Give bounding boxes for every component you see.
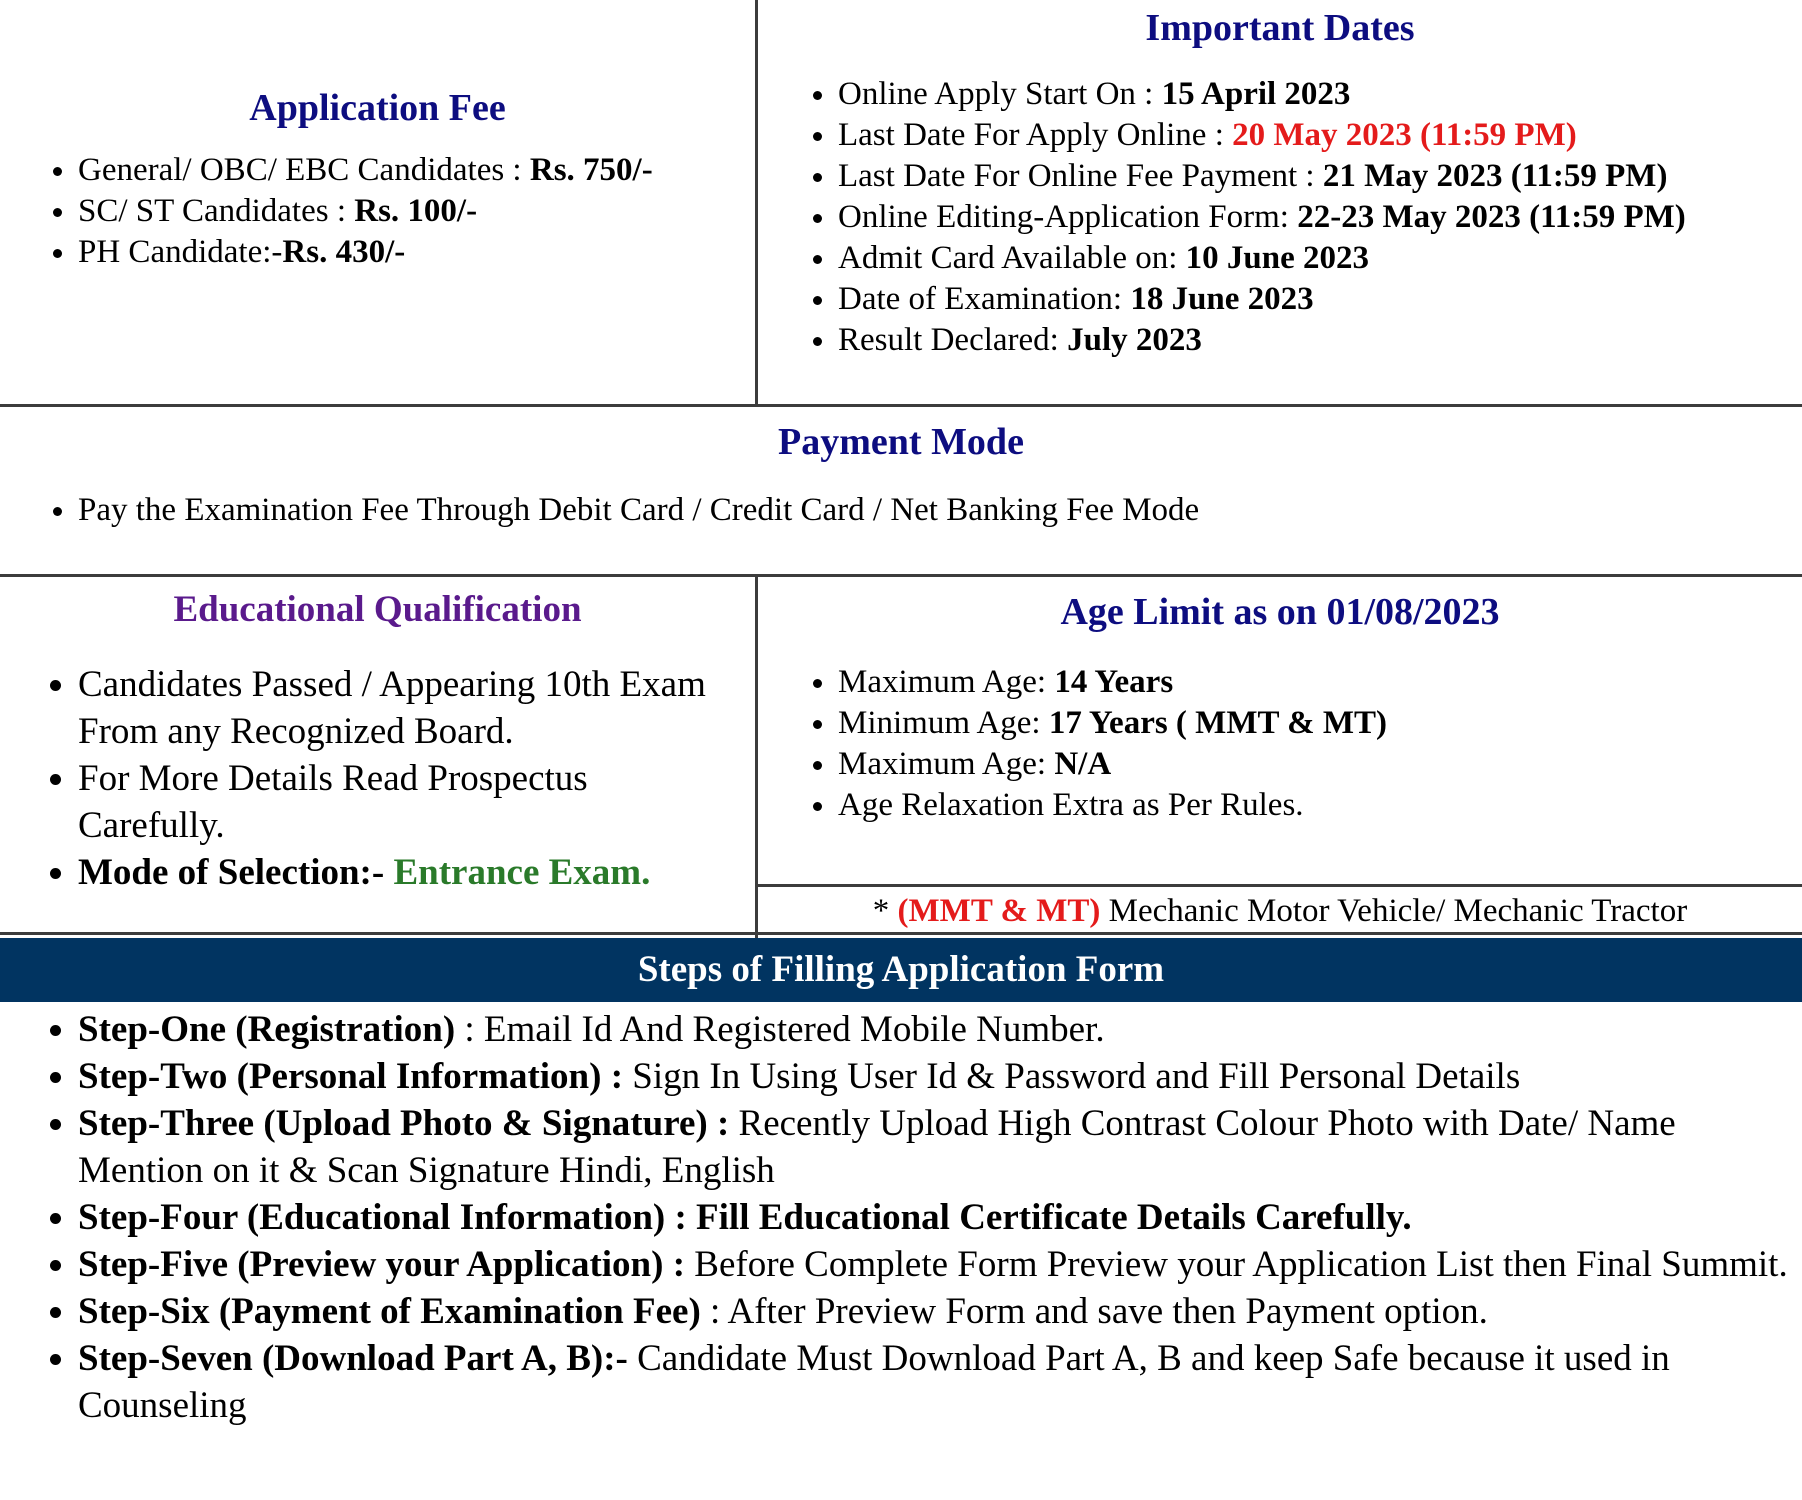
payment-list [0, 490, 1802, 531]
dates-title: Important Dates [1145, 7, 1415, 49]
list-item: • For More Details Read Prospectus Carefully. [78, 755, 725, 849]
education-title: Educational Qualification [173, 589, 582, 630]
list-item: • Date of Examination: 18 June 2023 [838, 279, 1802, 320]
list-item: • Step-One (Registration) : Email Id And Registered Mobile Number. [78, 1006, 1792, 1053]
list-item: • Candidates Passed / Appearing 10th Exam From any Recognized Board. [78, 661, 725, 755]
age-title: Age Limit as on 01/08/2023 [1060, 591, 1500, 633]
list-item: • Admit Card Available on: 10 June 2023 [838, 238, 1802, 279]
list-item: • Last Date For Apply Online : 20 May 2023 (11:59 PM) [838, 115, 1802, 156]
list-item: • Step-Two (Personal Information) : Sign In Using User Id & Password and Fill Personal Details [78, 1053, 1792, 1100]
divider-horizontal-2 [0, 574, 1802, 577]
list-item: • Step-Five (Preview your Application) : Before Complete Form Preview your Application List then Final Summit. [78, 1241, 1792, 1288]
fee-list [0, 150, 755, 273]
dates-list [758, 74, 1802, 361]
list-item: • Step-Six (Payment of Examination Fee) : After Preview Form and save then Payment option. [78, 1288, 1792, 1335]
list-item: • Maximum Age: N/A [838, 744, 1802, 785]
fee-section [0, 86, 755, 273]
age-section [758, 590, 1802, 826]
list-item: • Step-Seven (Download Part A, B):- Candidate Must Download Part A, B and keep Safe because it used in Counseling [78, 1335, 1792, 1429]
payment-title: Payment Mode [778, 421, 1024, 463]
steps-banner: Steps of Filling Application Form [0, 938, 1802, 1002]
list-item: • Step-Four (Educational Information) : Fill Educational Certificate Details Carefully. [78, 1194, 1792, 1241]
list-item: • Minimum Age: 17 Years ( MMT & MT) [838, 703, 1802, 744]
list-item: • PH Candidate:-Rs. 430/- [78, 232, 755, 273]
list-item: • Age Relaxation Extra as Per Rules. [838, 785, 1802, 826]
list-item: • Mode of Selection:- Entrance Exam. [78, 849, 725, 896]
age-note: * (MMT & MT) Mechanic Motor Vehicle/ Mechanic Tractor [872, 893, 1688, 929]
list-item: • Online Apply Start On : 15 April 2023 [838, 74, 1802, 115]
fee-title: Application Fee [249, 87, 506, 129]
list-item: • Maximum Age: 14 Years [838, 662, 1802, 703]
list-item: • Pay the Examination Fee Through Debit Card / Credit Card / Net Banking Fee Mode [78, 490, 1802, 531]
payment-section [0, 420, 1802, 531]
list-item: • Step-Three (Upload Photo & Signature) : Recently Upload High Contrast Colour Photo with Date/ Name Mention on it & Scan Signature Hindi, English [78, 1100, 1792, 1194]
education-section [0, 588, 755, 896]
age-list [758, 662, 1802, 826]
steps-section [0, 1006, 1802, 1429]
divider-age-note [758, 884, 1802, 887]
list-item: • SC/ ST Candidates : Rs. 100/- [78, 191, 755, 232]
list-item: • General/ OBC/ EBC Candidates : Rs. 750/- [78, 150, 755, 191]
list-item: • Result Declared: July 2023 [838, 320, 1802, 361]
list-item: • Last Date For Online Fee Payment : 21 May 2023 (11:59 PM) [838, 156, 1802, 197]
divider-horizontal-1 [0, 404, 1802, 407]
list-item: • Online Editing-Application Form: 22-23 May 2023 (11:59 PM) [838, 197, 1802, 238]
education-list [0, 661, 755, 896]
dates-section [758, 6, 1802, 361]
steps-list [0, 1006, 1802, 1429]
